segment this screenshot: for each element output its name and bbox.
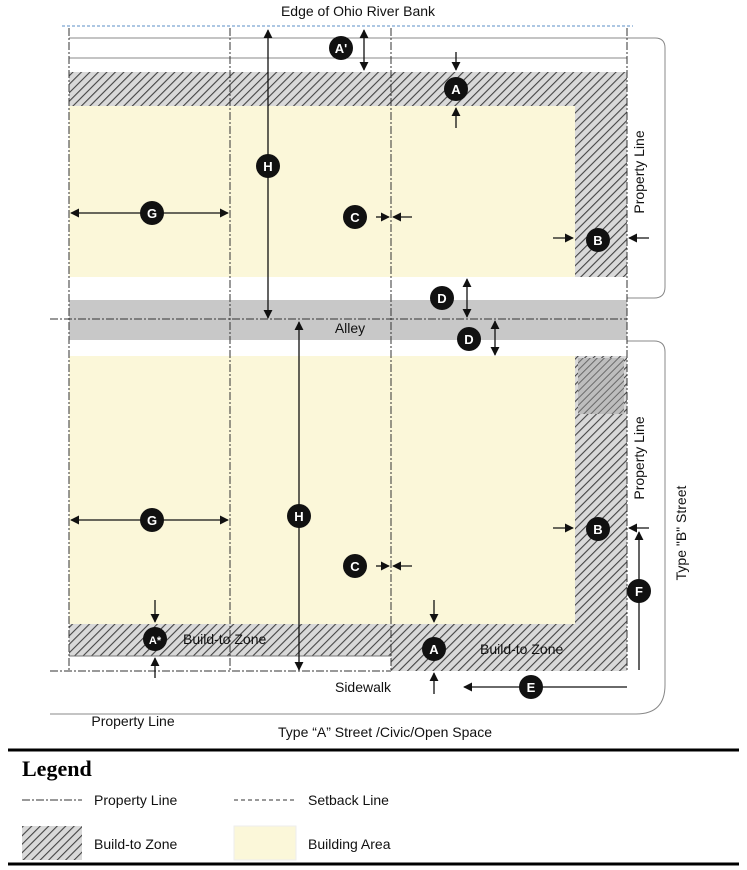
marker-d-upper [430, 286, 454, 310]
river-bank-label: Edge of Ohio River Bank [280, 3, 436, 19]
sidewalk-label: Sidewalk [334, 679, 392, 695]
property-line-top-label: Property Line [631, 130, 647, 214]
marker-c-top [343, 205, 367, 229]
svg-text:A*: A* [148, 635, 162, 647]
marker-g-top [140, 201, 164, 225]
marker-g-bottom [140, 508, 164, 532]
svg-text:F: F [635, 584, 643, 599]
marker-a-star [143, 627, 167, 651]
svg-text:A: A [451, 82, 461, 97]
svg-text:D: D [464, 332, 474, 347]
legend-property-line-label: Property Line [94, 792, 178, 808]
property-line-right-label: Property Line [631, 416, 647, 500]
marker-h-top [256, 154, 280, 178]
svg-text:D: D [437, 291, 447, 306]
svg-text:C: C [350, 559, 360, 574]
marker-e [519, 675, 543, 699]
marker-d-lower [457, 327, 481, 351]
svg-text:G: G [146, 513, 158, 528]
marker-a-bottom [422, 637, 446, 661]
upper-block [69, 72, 627, 277]
marker-h-bottom [287, 504, 311, 528]
build-to-zone-upper-top [69, 72, 627, 106]
svg-text:C: C [350, 210, 360, 225]
marker-f [627, 579, 651, 603]
build-to-zone-right-label: Build-to Zone [480, 641, 564, 657]
alley-label: Alley [334, 320, 366, 336]
marker-c-bottom [343, 554, 367, 578]
marker-b-bottom [586, 517, 610, 541]
marker-b-top [586, 228, 610, 252]
svg-text:H: H [294, 509, 304, 524]
legend-build-to-zone-swatch [22, 826, 82, 860]
marker-a-prime [329, 36, 353, 60]
build-to-zone-left-label: Build-to Zone [183, 631, 267, 647]
type-b-street-label: Type "B" Street [673, 485, 689, 581]
legend-build-to-zone-label: Build-to Zone [94, 836, 178, 852]
build-to-zone-lower-corner [578, 358, 624, 414]
svg-text:H: H [263, 159, 273, 174]
svg-text:B: B [593, 233, 603, 248]
svg-text:A': A' [334, 41, 348, 56]
building-area-lower [69, 356, 627, 656]
svg-text:E: E [526, 680, 536, 695]
legend-building-area-swatch [234, 826, 296, 860]
legend [8, 750, 739, 864]
type-a-street-label: Type “A” Street /Civic/Open Space [278, 724, 492, 740]
legend-title: Legend [22, 756, 92, 781]
legend-building-area-label: Building Area [308, 836, 391, 852]
svg-text:A: A [429, 642, 439, 657]
svg-text:B: B [593, 522, 603, 537]
svg-text:G: G [146, 206, 158, 221]
marker-a-top [444, 77, 468, 101]
property-line-bottom-label: Property Line [91, 713, 175, 729]
legend-setback-line-label: Setback Line [308, 792, 389, 808]
